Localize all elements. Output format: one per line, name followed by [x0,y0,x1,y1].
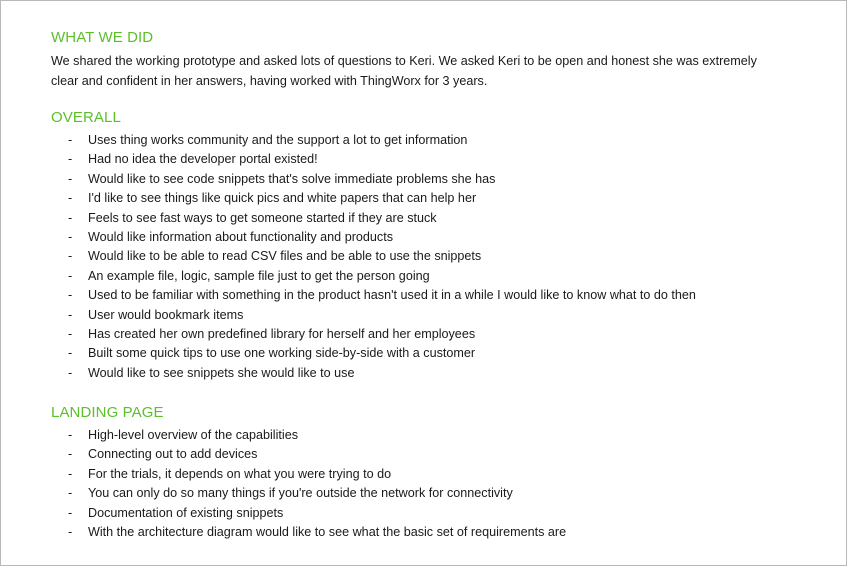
list-item [51,286,696,305]
list-item-text: Would like to see code snippets that's solve immediate problems she has [88,171,496,186]
list-item [51,504,566,523]
list-item [51,426,566,445]
list-item [51,170,696,189]
bullet-list [51,426,566,542]
list-item [51,484,566,503]
list-item-text: For the trials, it depends on what you were trying to do [88,466,392,481]
section-paragraph: We shared the working prototype and asked lots of questions to Keri. We asked Keri to be open and honest she was extremely clear and confident in her answers, having worked with ThingWorx for 3 years. [51,54,757,88]
list-item-text: Connecting out to add devices [88,447,258,462]
list-item-text: An example file, logic, sample file just to get the person going [88,268,430,283]
section-heading: OVERALL [51,109,121,126]
list-item-text: Has created her own predefined library for herself and her employees [88,327,476,342]
list-item-text: You can only do so many things if you're outside the network for connectivity [88,486,513,501]
dash-marker: - [68,191,73,206]
list-item [51,523,566,542]
list-item-text: Used to be familiar with something in the product hasn't used it in a while I would like to know what to do then [88,288,696,303]
dash-marker: - [68,346,73,361]
list-item-text: Built some quick tips to use one working side-by-side with a customer [88,346,476,361]
list-item [51,228,696,247]
dash-marker: - [68,152,73,167]
list-item-text: Would like to see snippets she would like to use [88,365,355,380]
list-item [51,445,566,464]
dash-marker: - [68,249,73,264]
list-item [51,325,696,344]
section-landing-page [51,404,566,542]
list-item [51,189,696,208]
dash-marker: - [68,327,73,342]
list-item [51,344,696,363]
bullet-list [51,131,696,383]
list-item [51,131,696,150]
section-what-we-did [51,29,771,91]
dash-marker: - [68,466,73,481]
dash-marker: - [68,428,73,442]
list-item-text: Would like information about functionality and products [88,230,393,245]
section-heading: LANDING PAGE [51,404,164,421]
list-item [51,209,696,228]
dash-marker: - [68,171,73,186]
list-item-text: Would like to be able to read CSV files and be able to use the snippets [88,249,482,264]
dash-marker: - [68,133,73,147]
dash-marker: - [68,365,73,380]
dash-marker: - [68,447,73,462]
section-overall [51,109,696,383]
dash-marker: - [68,307,73,322]
list-item-text: Documentation of existing snippets [88,505,284,520]
list-item [51,306,696,325]
list-item-text: High-level overview of the capabilities [88,428,298,442]
list-item [51,150,696,169]
list-item-text: With the architecture diagram would like to see what the basic set of requirements are [88,525,567,540]
list-item [51,465,566,484]
list-item [51,364,696,383]
list-item-text: Had no idea the developer portal existed! [88,152,318,167]
list-item [51,267,696,286]
dash-marker: - [68,288,73,303]
dash-marker: - [68,210,73,225]
list-item-text: User would bookmark items [88,307,244,322]
dash-marker: - [68,268,73,283]
dash-marker: - [68,230,73,245]
dash-marker: - [68,486,73,501]
list-item-text: Uses thing works community and the support a lot to get information [88,133,468,147]
list-item-text: I'd like to see things like quick pics and white papers that can help her [88,191,477,206]
section-heading: WHAT WE DID [51,29,154,46]
list-item [51,247,696,266]
dash-marker: - [68,505,73,520]
list-item-text: Feels to see fast ways to get someone started if they are stuck [88,210,437,225]
dash-marker: - [68,525,73,540]
